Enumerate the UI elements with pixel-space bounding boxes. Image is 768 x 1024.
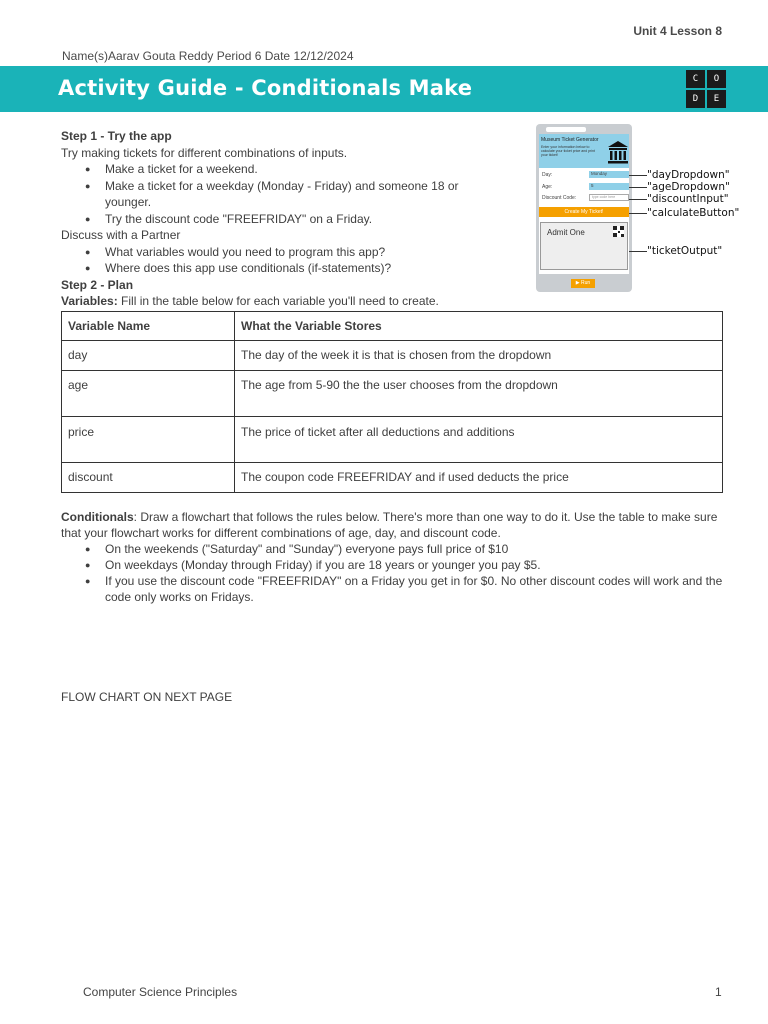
code-logo bbox=[686, 70, 726, 108]
play-icon: ▶ bbox=[575, 280, 580, 286]
table-cell: The price of ticket after all deductions and additions bbox=[235, 417, 723, 463]
table-row bbox=[62, 417, 723, 463]
logo-letter: D bbox=[686, 90, 705, 108]
table-cell: The age from 5-90 the the user chooses from the dropdown bbox=[235, 371, 723, 417]
table-cell: discount bbox=[62, 463, 235, 493]
page-number: 1 bbox=[715, 985, 722, 999]
app-title: Museum Ticket Generator bbox=[541, 137, 599, 143]
logo-letter: E bbox=[707, 90, 726, 108]
app-top-bar bbox=[546, 127, 586, 132]
conditionals-section bbox=[61, 509, 729, 605]
footer-course: Computer Science Principles bbox=[83, 985, 238, 999]
variables-instructions: Variables: Fill in the table below for each variable you'll need to create. bbox=[61, 294, 439, 308]
table-row bbox=[62, 341, 723, 371]
list-item: ● Make a ticket for a weekday (Monday - Friday) and someone 18 or younger. bbox=[105, 178, 485, 211]
table-cell: age bbox=[62, 371, 235, 417]
name-line: Name(s)Aarav Gouta Reddy Period 6 Date 12/12/2024 bbox=[62, 49, 354, 63]
discuss-heading: Discuss with a Partner bbox=[61, 228, 181, 242]
title-banner bbox=[0, 66, 768, 112]
unit-label: Unit 4 Lesson 8 bbox=[633, 24, 722, 38]
run-label: Run bbox=[581, 280, 591, 286]
app-screenshot bbox=[536, 124, 632, 292]
connector-line bbox=[629, 213, 647, 214]
connector-line bbox=[629, 187, 647, 188]
age-dropdown[interactable]: 5 bbox=[589, 183, 629, 190]
variables-table bbox=[61, 311, 723, 493]
list-item: ● On weekdays (Monday through Friday) if you are 18 years or younger you pay $5. bbox=[105, 557, 729, 573]
step2-heading: Step 2 - Plan bbox=[61, 277, 134, 292]
discount-input[interactable]: type code here bbox=[589, 194, 629, 201]
app-screen bbox=[539, 134, 629, 274]
discount-label: Discount Code: bbox=[542, 195, 577, 201]
column-header: What the Variable Stores bbox=[235, 312, 723, 341]
flowchart-note: FLOW CHART ON NEXT PAGE bbox=[61, 690, 233, 704]
ticket-output bbox=[540, 222, 628, 270]
connector-line bbox=[629, 175, 647, 176]
annotation-ticket-output: "ticketOutput" bbox=[647, 245, 723, 257]
annotation-day-dropdown: "dayDropdown" bbox=[647, 169, 730, 181]
page-title: Activity Guide - Conditionals Make bbox=[58, 76, 473, 100]
day-dropdown[interactable]: Monday bbox=[589, 171, 629, 178]
annotation-age-dropdown: "ageDropdown" bbox=[647, 181, 730, 193]
table-cell: day bbox=[62, 341, 235, 371]
list-item: ● Where does this app use conditionals (if-statements)? bbox=[105, 260, 521, 277]
museum-icon bbox=[607, 140, 629, 164]
conditionals-list bbox=[61, 541, 729, 605]
table-cell: The day of the week it is that is chosen from the dropdown bbox=[235, 341, 723, 371]
annotation-calculate-button: "calculateButton" bbox=[647, 207, 740, 219]
table-row bbox=[62, 463, 723, 493]
ticket-text: Admit One bbox=[547, 228, 585, 237]
step1-intro: Try making tickets for different combinations of inputs. bbox=[61, 145, 348, 160]
logo-letter: C bbox=[686, 70, 705, 88]
table-header-row bbox=[62, 312, 723, 341]
day-label: Day: bbox=[542, 172, 553, 178]
connector-line bbox=[629, 199, 647, 200]
annotation-discount-input: "discountInput" bbox=[647, 193, 729, 205]
list-item: ● What variables would you need to program this app? bbox=[105, 244, 521, 261]
qr-code-icon bbox=[613, 226, 624, 237]
step1-list bbox=[61, 161, 521, 227]
connector-line bbox=[629, 251, 647, 252]
step1-section bbox=[61, 128, 521, 310]
discuss-list bbox=[61, 244, 521, 277]
list-item: ● Make a ticket for a weekend. bbox=[105, 161, 521, 178]
app-description: Enter your information below to calculate your ticket price and print your ticket! bbox=[541, 145, 595, 157]
table-row bbox=[62, 371, 723, 417]
calculate-button[interactable]: Create My Ticket! bbox=[539, 207, 629, 217]
table-cell: price bbox=[62, 417, 235, 463]
list-item: ● On the weekends ("Saturday" and "Sunday") everyone pays full price of $10 bbox=[105, 541, 729, 557]
column-header: Variable Name bbox=[62, 312, 235, 341]
list-item: ● Try the discount code "FREEFRIDAY" on a Friday. bbox=[105, 211, 521, 228]
table-cell: The coupon code FREEFRIDAY and if used deducts the price bbox=[235, 463, 723, 493]
run-button[interactable] bbox=[571, 279, 595, 288]
age-label: Age: bbox=[542, 184, 553, 190]
logo-letter: O bbox=[707, 70, 726, 88]
step1-heading: Step 1 - Try the app bbox=[61, 129, 172, 143]
conditionals-instructions: Conditionals: Draw a flowchart that follows the rules below. There's more than one way to do it. Use the table to make sure that your flowchart works for different combinations of age, day, and discount code. bbox=[61, 510, 718, 540]
list-item: ● If you use the discount code "FREEFRIDAY" on a Friday you get in for $0. No other discount codes will work and the code only works on Fridays. bbox=[105, 573, 729, 605]
